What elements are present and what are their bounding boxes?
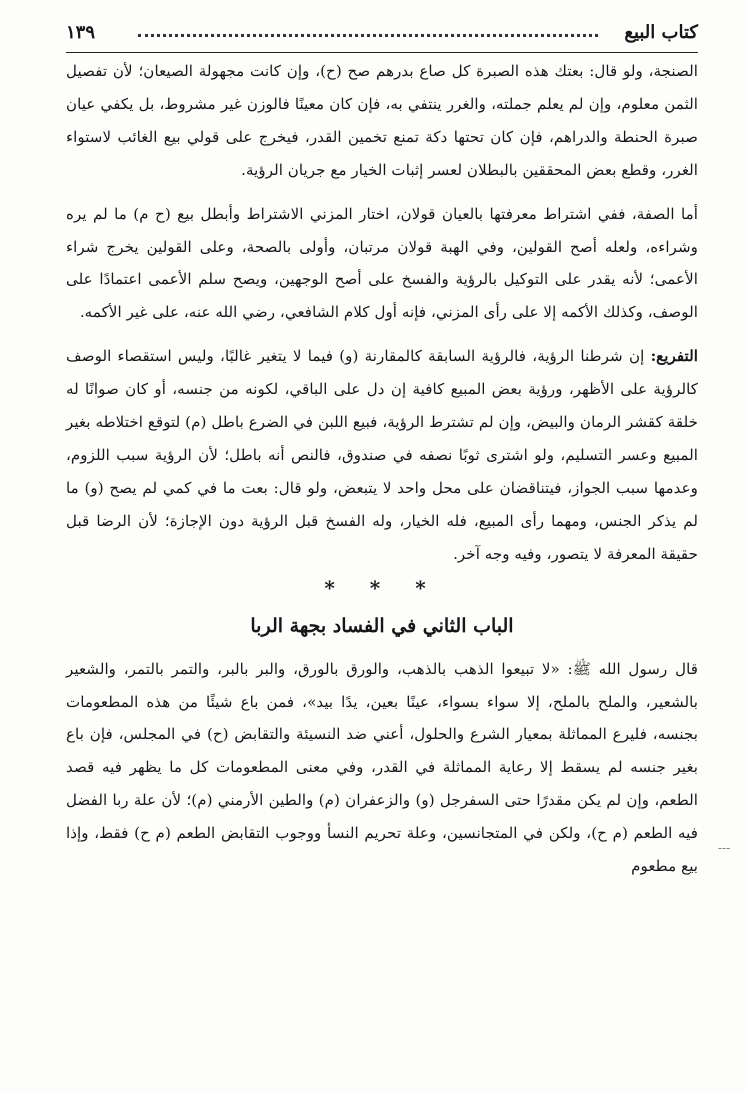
- paragraph-3: [66, 340, 698, 570]
- dot-leader: [138, 34, 598, 37]
- running-header: [66, 18, 698, 53]
- page-number: ١٣٩: [66, 22, 96, 43]
- paragraph-2: [66, 198, 698, 330]
- book-page: [66, 18, 698, 1078]
- margin-mark: ---: [718, 841, 731, 855]
- paragraph-1: [66, 55, 698, 187]
- paragraph-text: الصنجة، ولو قال: بعتك هذه الصبرة كل صاع بدرهم صح (ح)، وإن كانت مجهولة الصيعان؛ لأن تفصيل الثمن معلوم، وإن لم يعلم جملته، والغرر ينتفي به، فإن كان معينًا فالوزن غير مشروط، بل يكفي عيان صبرة الحنطة والدراهم، فإن كان تحتها دكة تمنع تخمين القدر، فيخرج على قولي بيع الغائب لاستواء الغرر، وقطع بعض المحققين بالبطلان لعسر إثبات الخيار مع جريان الرؤية.: [66, 62, 698, 179]
- paragraph-lead: التفريع:: [650, 347, 698, 366]
- paragraph-4: [66, 653, 698, 883]
- chapter-title: الباب الثاني في الفساد بجهة الربا: [250, 614, 514, 637]
- paragraph-text: قال رسول الله ﷺ: «لا تبيعوا الذهب بالذهب، والورق بالورق، والبر بالبر، والتمر بالتمر، والشعير بالشعير، والملح بالملح، إلا سواء بسواء، عينًا بعين، يدًا بيد»، فمن باع شيئًا من هذه المطعومات بجنسه، فليرع المماثلة بمعيار الشرع والحلول، أعني ضد النسيئة والتقابض (ح) في المجلس، فإن باع بغير جنسه لم يسقط إلا رعاية المماثلة في القدر، وفي معنى المطعومات كل ما يظهر فيه قصد الطعم، وإن لم يكن مقدرًا حتى السفرجل (و) والزعفران (م) والطين الأرمني (م)؛ لأن علة ربا الفضل فيه الطعم (م ح)، ولكن في المتجانسين، وعلة تحريم النسأ ووجوب التقابض الطعم (م ح) فقط، وإذا بيع مطعوم: [66, 659, 698, 876]
- paragraph-text: إن شرطنا الرؤية، فالرؤية السابقة كالمقارنة (و) فيما لا يتغير غالبًا، وليس استقصاء الوصف كالرؤية على الأظهر، ورؤية بعض المبيع كافية إن دل على الباقي، لكونه من جنسه، أو كان صوانًا له خلقة كقشر الرمان والبيض، وإن لم تشترط الرؤية، فبيع اللبن في الضرع باطل (م) لتوقع اختلاطه بغير المبيع وعسر التسليم، ولو اشترى ثوبًا نصفه في صندوق، فالنص أنه باطل؛ لأن الرؤية سبب اللزوم، وعدمها سبب الجواز، فيتناقضان على محل واحد لا يتبعض، ولو قال: بعت ما في كمي لم يصح (و) ما لم يذكر الجنس، ومهما رأى المبيع، فله الخيار، وله الفسخ قبل الرؤية دون الإجازة؛ لأن الرضا قبل حقيقة المعرفة لا يتصور، وفيه وجه آخر.: [66, 347, 698, 563]
- paragraph-text: أما الصفة، ففي اشتراط معرفتها بالعيان قولان، اختار المزني الاشتراط وأبطل بيع (ح م) ما لم يره وشراءه، ولعله أصح القولين، وفي الهبة قولان مرتبان، وأولى بالصحة، وعلى القولين يخرج شراء الأعمى؛ لأنه يقدر على التوكيل بالرؤية والفسخ على أصح الوجهين، ويصح سلم الأعمى اعتمادًا على الوصف، وكذلك الأكمه إلا على رأى المزني، فإنه أول كلام الشافعي، رضي الله عنه، على غير الأكمه.: [66, 204, 698, 322]
- section-separator: * * *: [324, 575, 440, 600]
- book-title: كتاب البيع: [624, 22, 698, 43]
